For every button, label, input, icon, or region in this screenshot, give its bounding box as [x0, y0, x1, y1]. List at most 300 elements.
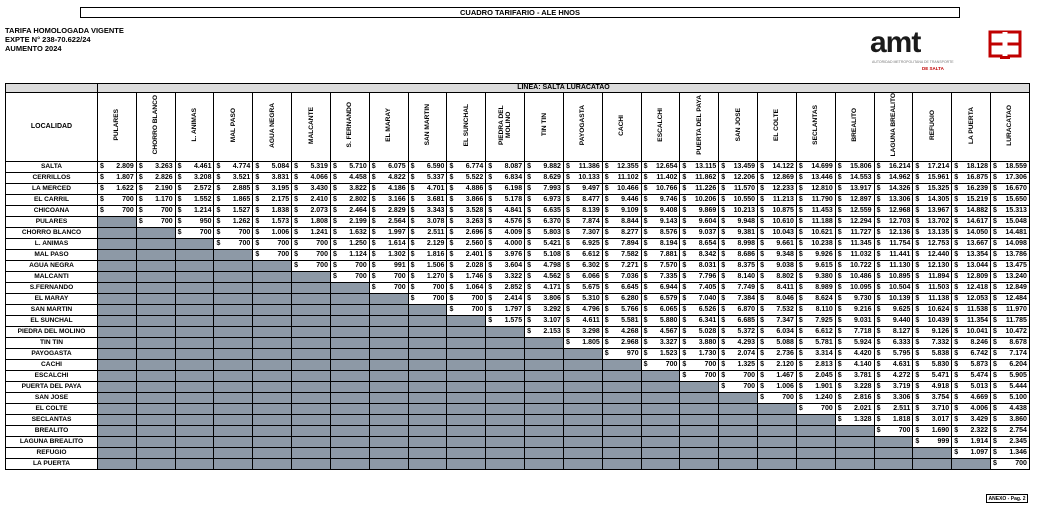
fare-cell [641, 217, 680, 228]
currency-symbol: $ [993, 295, 997, 302]
currency-symbol: $ [682, 163, 687, 170]
fare-cell [447, 294, 486, 305]
empty-cell [563, 459, 602, 470]
fare-cell [447, 173, 486, 184]
fare-cell [835, 162, 874, 173]
fare-cell [952, 294, 991, 305]
fare-value: 7.347 [776, 317, 794, 324]
empty-cell [486, 404, 525, 415]
fare-cell [835, 404, 874, 415]
currency-symbol: $ [527, 185, 532, 192]
fare-cell [136, 195, 175, 206]
currency-symbol: $ [993, 372, 997, 379]
currency-symbol: $ [449, 163, 454, 170]
fare-cell [796, 393, 835, 404]
empty-cell [98, 239, 137, 250]
empty-cell [563, 393, 602, 404]
fare-value: 1.807 [116, 174, 134, 181]
fare-cell [641, 206, 680, 217]
currency-symbol: $ [993, 251, 997, 258]
empty-cell [563, 404, 602, 415]
fare-cell [369, 261, 408, 272]
currency-symbol: $ [954, 207, 959, 214]
fare-value: 1.006 [271, 229, 290, 236]
fare-value: 3.208 [193, 174, 212, 181]
column-header [292, 93, 331, 162]
currency-symbol: $ [721, 218, 726, 225]
fare-value: 8.624 [815, 295, 833, 302]
currency-symbol: $ [177, 185, 182, 192]
empty-cell [175, 250, 214, 261]
currency-symbol: $ [993, 460, 997, 467]
fare-value: 14.617 [966, 218, 989, 225]
fare-cell [952, 173, 991, 184]
currency-symbol: $ [604, 163, 609, 170]
fare-cell [758, 349, 797, 360]
fare-cell [758, 305, 797, 316]
currency-symbol: $ [410, 218, 415, 225]
fare-value: 1.346 [1009, 449, 1027, 456]
fare-value: 8.140 [737, 273, 756, 280]
table-row [6, 195, 1030, 206]
fare-cell [952, 338, 991, 349]
currency-symbol: $ [760, 174, 764, 181]
fare-cell [602, 162, 641, 173]
fare-value: 2.021 [854, 405, 872, 412]
currency-symbol: $ [294, 251, 299, 258]
currency-symbol: $ [449, 196, 454, 203]
empty-cell [253, 360, 292, 371]
fare-value: 10.621 [811, 229, 833, 236]
currency-symbol: $ [565, 196, 570, 203]
empty-cell [98, 217, 137, 228]
fare-cell [408, 162, 447, 173]
currency-symbol: $ [954, 284, 959, 291]
currency-symbol: $ [138, 174, 143, 181]
fare-value: 2.696 [465, 229, 484, 236]
currency-symbol: $ [449, 284, 454, 291]
fare-value: 4.562 [543, 273, 561, 280]
fare-cell [563, 272, 602, 283]
empty-cell [369, 294, 408, 305]
fare-cell [952, 404, 991, 415]
empty-cell [486, 437, 525, 448]
empty-cell [98, 459, 137, 470]
currency-symbol: $ [837, 284, 842, 291]
currency-symbol: $ [216, 196, 221, 203]
empty-cell [175, 349, 214, 360]
empty-cell [214, 404, 253, 415]
fare-value: 2.073 [310, 207, 328, 214]
empty-cell [369, 371, 408, 382]
fare-value: 9.216 [854, 306, 872, 313]
currency-symbol: $ [604, 207, 609, 214]
table-row [6, 162, 1030, 173]
fare-value: 5.803 [543, 229, 561, 236]
empty-cell [330, 349, 369, 360]
currency-symbol: $ [643, 185, 648, 192]
fare-cell [408, 184, 447, 195]
currency-symbol: $ [449, 185, 454, 192]
fare-cell [874, 426, 913, 437]
empty-cell [330, 393, 369, 404]
fare-value: 1.575 [504, 317, 523, 324]
fare-value: 3.298 [582, 328, 600, 335]
empty-cell [136, 239, 175, 250]
fare-cell [408, 195, 447, 206]
currency-symbol: $ [410, 229, 415, 236]
currency-symbol: $ [332, 262, 337, 269]
fare-cell [913, 327, 952, 338]
currency-symbol: $ [721, 196, 726, 203]
empty-cell [175, 283, 214, 294]
empty-cell [136, 272, 175, 283]
currency-symbol: $ [954, 262, 959, 269]
empty-cell [486, 382, 525, 393]
table-row [6, 272, 1030, 283]
fare-cell [952, 371, 991, 382]
fare-cell [602, 294, 641, 305]
fare-value: 5.084 [271, 163, 290, 170]
currency-symbol: $ [798, 251, 803, 258]
currency-symbol: $ [643, 251, 648, 258]
empty-cell [486, 349, 525, 360]
fare-value: 13.702 [927, 218, 950, 225]
fare-value: 5.474 [970, 372, 989, 379]
fare-value: 2.802 [349, 196, 367, 203]
fare-value: 8.576 [659, 229, 678, 236]
fare-value: 3.107 [543, 317, 561, 324]
fare-cell [952, 349, 991, 360]
currency-symbol: $ [138, 207, 143, 214]
fare-value: 14.481 [1005, 229, 1027, 236]
currency-symbol: $ [682, 284, 687, 291]
fare-cell [408, 294, 447, 305]
currency-symbol: $ [915, 394, 920, 401]
fare-value: 1.262 [232, 218, 251, 225]
fare-cell [758, 206, 797, 217]
empty-cell [758, 415, 797, 426]
fare-cell [796, 272, 835, 283]
fare-cell [447, 272, 486, 283]
empty-cell [796, 459, 835, 470]
fare-cell [292, 206, 331, 217]
currency-symbol: $ [837, 262, 842, 269]
currency-symbol: $ [954, 317, 959, 324]
empty-cell [253, 382, 292, 393]
fare-value: 11.226 [695, 185, 717, 192]
fare-value: 2.885 [232, 185, 251, 192]
fare-cell [641, 283, 680, 294]
fare-cell [758, 272, 797, 283]
fare-value: 17.306 [1005, 174, 1027, 181]
fare-cell [563, 162, 602, 173]
currency-symbol: $ [527, 196, 532, 203]
currency-symbol: $ [294, 207, 299, 214]
fare-cell [330, 228, 369, 239]
empty-cell [253, 316, 292, 327]
fare-value: 700 [1015, 460, 1027, 467]
empty-cell [292, 426, 331, 437]
empty-cell [98, 371, 137, 382]
fare-cell [835, 261, 874, 272]
currency-symbol: $ [915, 405, 920, 412]
fare-value: 3.343 [426, 207, 445, 214]
currency-symbol: $ [721, 262, 726, 269]
fare-value: 8.139 [582, 207, 600, 214]
fare-value: 10.486 [850, 273, 872, 280]
empty-cell [563, 371, 602, 382]
empty-cell [447, 327, 486, 338]
empty-cell [719, 426, 758, 437]
empty-cell [408, 371, 447, 382]
fare-cell [680, 283, 719, 294]
fare-cell [719, 316, 758, 327]
fare-value: 10.504 [888, 284, 911, 291]
fare-value: 12.233 [772, 185, 794, 192]
fare-cell [913, 437, 952, 448]
currency-symbol: $ [255, 218, 260, 225]
currency-symbol: $ [760, 229, 764, 236]
fare-value: 1.170 [155, 196, 173, 203]
fare-value: 7.405 [698, 284, 717, 291]
column-header [330, 93, 369, 162]
currency-symbol: $ [255, 251, 260, 258]
currency-symbol: $ [255, 207, 260, 214]
fare-value: 17.214 [927, 163, 950, 170]
column-header [913, 93, 952, 162]
currency-symbol: $ [488, 284, 493, 291]
empty-cell [136, 360, 175, 371]
fare-cell [991, 250, 1030, 261]
fare-cell [952, 316, 991, 327]
fare-cell [680, 162, 719, 173]
fare-value: 12.654 [656, 163, 678, 170]
fare-cell [680, 327, 719, 338]
fare-value: 9.661 [776, 240, 794, 247]
fare-cell [913, 239, 952, 250]
empty-cell [525, 404, 564, 415]
currency-symbol: $ [876, 207, 881, 214]
fare-cell [835, 173, 874, 184]
fare-value: 12.849 [1005, 284, 1027, 291]
currency-symbol: $ [449, 229, 454, 236]
fare-cell [913, 360, 952, 371]
currency-symbol: $ [798, 185, 803, 192]
column-header-label: PULARES [113, 109, 121, 141]
fare-value: 3.866 [465, 196, 484, 203]
empty-cell [369, 459, 408, 470]
currency-symbol: $ [954, 339, 959, 346]
empty-cell [525, 360, 564, 371]
row-locality: CHORRO BLANCO [6, 228, 98, 239]
fare-value: 6.645 [621, 284, 639, 291]
currency-symbol: $ [721, 163, 726, 170]
empty-cell [369, 305, 408, 316]
currency-symbol: $ [449, 207, 454, 214]
fare-cell [369, 162, 408, 173]
fare-value: 8.375 [737, 262, 756, 269]
fare-value: 11.386 [578, 163, 600, 170]
fare-value: 2.511 [427, 229, 445, 236]
fare-cell [758, 371, 797, 382]
fare-cell [991, 404, 1030, 415]
fare-cell [602, 327, 641, 338]
currency-symbol: $ [993, 449, 997, 456]
fare-cell [796, 261, 835, 272]
fare-value: 15.313 [1005, 207, 1027, 214]
fare-value: 2.074 [737, 350, 756, 357]
fare-value: 1.240 [815, 394, 833, 401]
empty-cell [292, 360, 331, 371]
fare-cell [835, 272, 874, 283]
column-header-label: TIN TIN [540, 113, 548, 137]
currency-symbol: $ [954, 361, 959, 368]
empty-cell [136, 393, 175, 404]
currency-symbol: $ [371, 273, 376, 280]
fare-value: 9.380 [815, 273, 833, 280]
column-header [641, 93, 680, 162]
fare-value: 2.968 [621, 339, 639, 346]
currency-symbol: $ [876, 295, 881, 302]
fare-cell [952, 272, 991, 283]
currency-symbol: $ [488, 185, 493, 192]
currency-symbol: $ [449, 295, 454, 302]
column-header-label: EL MARAY [385, 108, 393, 142]
currency-symbol: $ [410, 262, 415, 269]
fare-cell [835, 393, 874, 404]
table-row [6, 261, 1030, 272]
currency-symbol: $ [837, 361, 842, 368]
currency-symbol: $ [876, 306, 881, 313]
currency-symbol: $ [371, 240, 376, 247]
empty-cell [214, 371, 253, 382]
fare-value: 4.822 [388, 174, 406, 181]
tariff-status: TARIFA HOMOLOGADA VIGENTE [5, 26, 124, 35]
fare-cell [758, 382, 797, 393]
fare-cell [796, 173, 835, 184]
currency-symbol: $ [371, 207, 376, 214]
fare-value: 9.882 [543, 163, 561, 170]
empty-cell [292, 283, 331, 294]
fare-cell [796, 327, 835, 338]
fare-value: 4.798 [543, 262, 561, 269]
fare-value: 12.484 [1005, 295, 1027, 302]
fare-value: 11.894 [928, 273, 950, 280]
fare-value: 5.924 [854, 339, 872, 346]
empty-cell [447, 360, 486, 371]
fare-cell [486, 173, 525, 184]
fare-value: 3.719 [892, 383, 911, 390]
fare-cell [369, 217, 408, 228]
currency-symbol: $ [721, 339, 726, 346]
fare-value: 11.754 [889, 240, 911, 247]
currency-symbol: $ [643, 262, 648, 269]
currency-symbol: $ [371, 262, 376, 269]
fare-value: 7.040 [698, 295, 717, 302]
empty-cell [175, 382, 214, 393]
currency-symbol: $ [488, 196, 493, 203]
currency-symbol: $ [682, 229, 687, 236]
fare-value: 8.087 [504, 163, 523, 170]
empty-cell [602, 459, 641, 470]
currency-symbol: $ [527, 251, 532, 258]
fare-cell [525, 206, 564, 217]
currency-symbol: $ [565, 218, 570, 225]
row-locality: L. ANIMAS [6, 239, 98, 250]
empty-cell [292, 404, 331, 415]
currency-symbol: $ [449, 174, 454, 181]
column-header [253, 93, 292, 162]
fare-cell [758, 283, 797, 294]
currency-symbol: $ [410, 295, 415, 302]
fare-value: 13.354 [966, 251, 989, 258]
fare-value: 5.781 [815, 339, 833, 346]
fare-value: 2.809 [116, 163, 134, 170]
empty-cell [330, 448, 369, 459]
fare-value: 7.307 [582, 229, 600, 236]
fare-value: 700 [238, 229, 251, 236]
fare-value: 9.038 [776, 262, 794, 269]
currency-symbol: $ [954, 350, 959, 357]
fare-value: 4.272 [892, 372, 911, 379]
empty-cell [98, 272, 137, 283]
fare-value: 11.785 [1005, 317, 1027, 324]
column-header-label: REFUGIO [928, 109, 936, 141]
fare-cell [253, 217, 292, 228]
fare-value: 5.028 [698, 328, 717, 335]
fare-cell [369, 239, 408, 250]
fare-value: 14.553 [850, 174, 872, 181]
fare-value: 13.786 [1005, 251, 1027, 258]
fare-value: 10.722 [850, 262, 872, 269]
fare-value: 2.045 [815, 372, 833, 379]
empty-cell [525, 426, 564, 437]
empty-cell [874, 437, 913, 448]
logo-wordmark: amt [870, 26, 921, 59]
fare-cell [991, 349, 1030, 360]
fare-value: 700 [704, 372, 717, 379]
fare-cell [486, 283, 525, 294]
currency-symbol: $ [488, 306, 493, 313]
currency-symbol: $ [255, 196, 260, 203]
fare-cell [680, 195, 719, 206]
fare-cell [525, 272, 564, 283]
empty-cell [214, 261, 253, 272]
currency-symbol: $ [332, 185, 337, 192]
currency-symbol: $ [721, 185, 726, 192]
empty-cell [175, 415, 214, 426]
fare-value: 700 [782, 394, 794, 401]
currency-symbol: $ [527, 273, 532, 280]
fare-cell [214, 173, 253, 184]
fare-value: 13.667 [966, 240, 989, 247]
currency-symbol: $ [798, 273, 803, 280]
empty-cell [796, 415, 835, 426]
fare-value: 7.881 [659, 251, 678, 258]
empty-cell [563, 448, 602, 459]
fare-cell [796, 228, 835, 239]
fare-cell [563, 316, 602, 327]
empty-cell [98, 382, 137, 393]
currency-symbol: $ [837, 372, 842, 379]
empty-cell [330, 459, 369, 470]
fare-value: 5.013 [970, 383, 989, 390]
currency-symbol: $ [876, 405, 881, 412]
currency-symbol: $ [643, 273, 648, 280]
fare-cell [719, 217, 758, 228]
currency-symbol: $ [449, 262, 454, 269]
